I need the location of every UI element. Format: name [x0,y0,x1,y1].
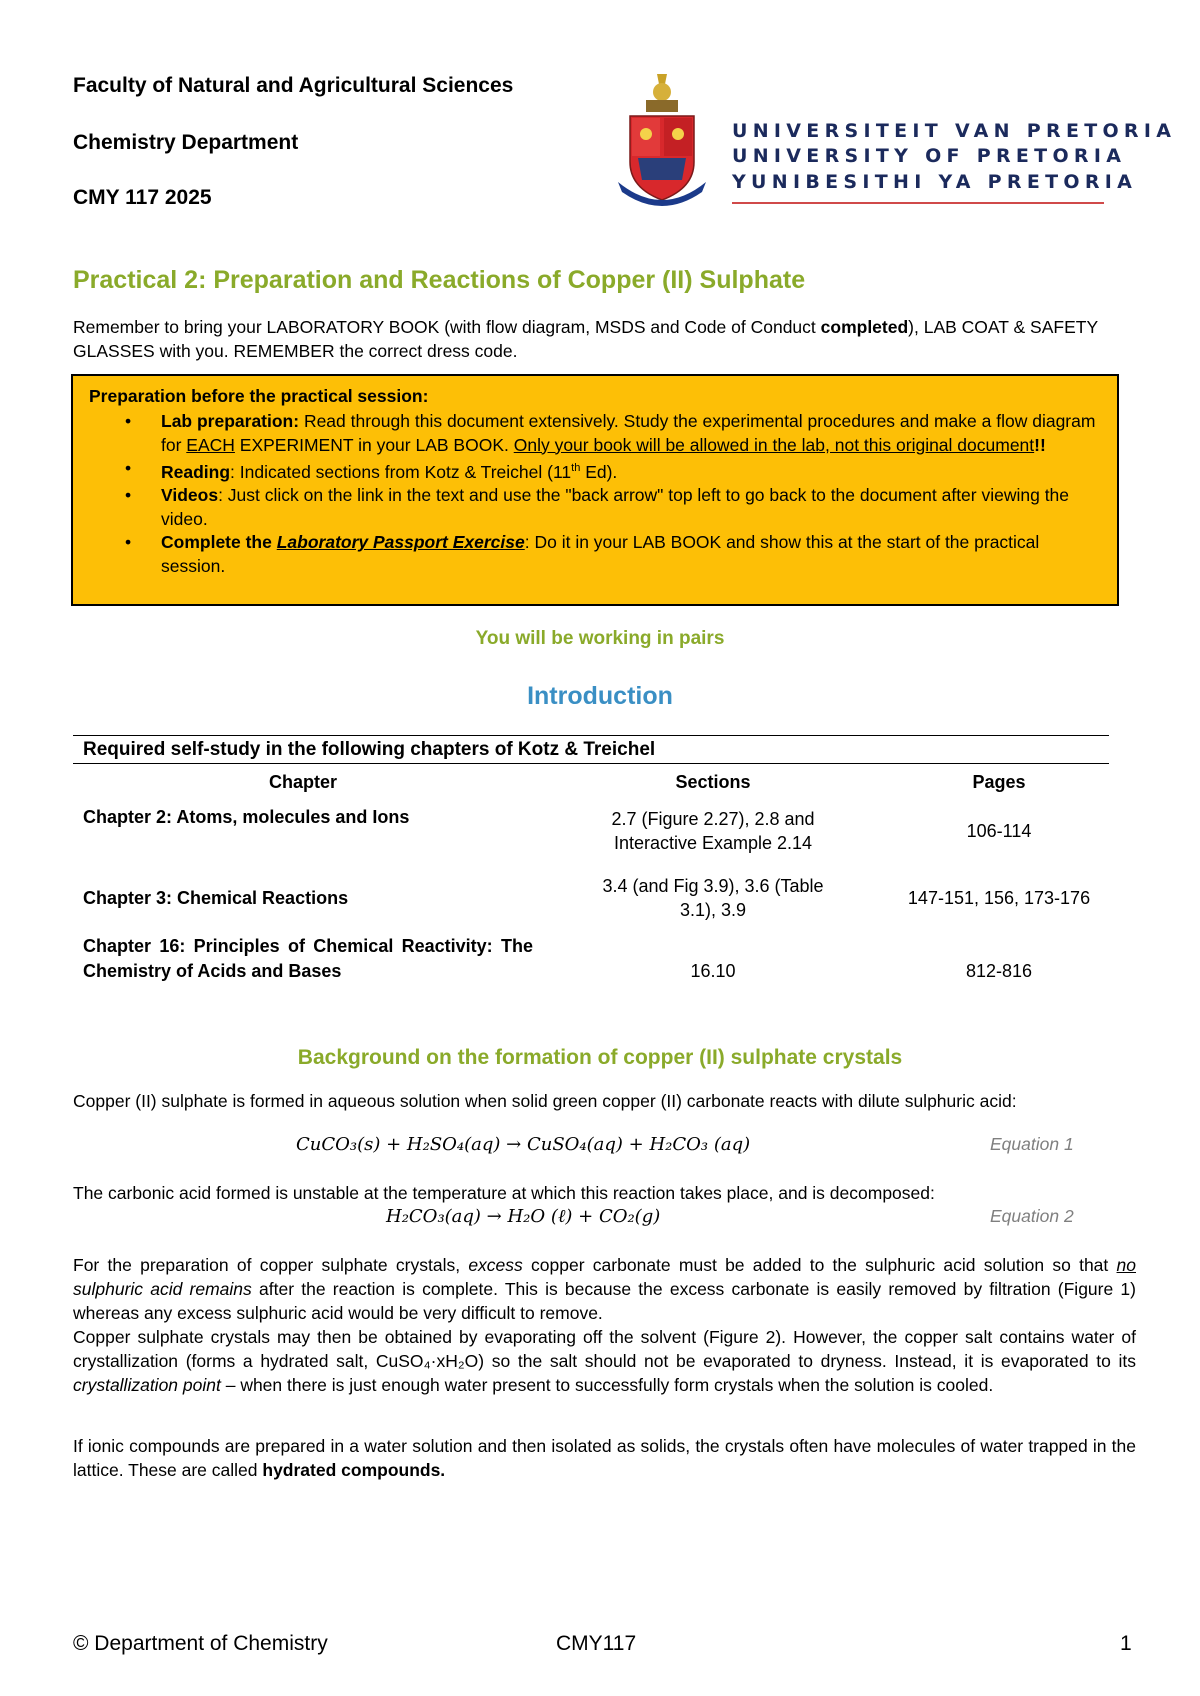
row-sections: 16.10 [690,961,736,981]
equation-2-label: Equation 2 [990,1206,1074,1226]
p5-hydrated: hydrated compounds. [262,1460,446,1480]
header-chapter: Chapter [268,772,337,792]
equation-2: H₂CO₃(aq) → H₂O (ℓ) + CO₂(g) [386,1206,661,1227]
p4-text-b: – when there is just enough water present to successfully form crystals when the solution is cooled. [220,1375,994,1395]
p3-no: no [1116,1255,1136,1275]
list-item [89,484,1099,531]
equation-1-label: Equation 1 [990,1134,1074,1154]
preparation-heading: Preparation before the practical session: [89,386,429,406]
p4-text-a: Copper sulphate crystals may then be obtained by evaporating off the solvent (Figure 2). However, the copper salt contains water of crystallization (forms a hydrated salt, CuSO₄·xH₂O) so the salt should not be evaporated to dryness. Instead, it is evaporated to its [73,1327,1136,1371]
exclamation: !! [1034,434,1046,455]
list-item [89,457,1099,484]
preparation-box [71,374,1119,606]
table-caption-rule [73,763,1109,764]
row-pages: 106-114 [966,821,1032,841]
table-top-rule [73,735,1109,736]
page-number: 1 [1120,1632,1132,1655]
videos-text: : Just click on the link in the text and use the "back arrow" top left to go back to the document after viewing the video. [161,485,1070,529]
preparation-list [89,410,1099,578]
logo-afrikaans: UNIVERSITEIT VAN PRETORIA [732,120,1177,142]
remember-text-c: ), LAB COAT & SAFETY GLASSES with you. REMEMBER the correct dress code. [73,317,1098,361]
page-title: Practical 2: Preparation and Reactions of Copper (II) Sulphate [73,266,806,294]
bullet-icon: • [125,485,132,506]
logo-rule [732,202,1104,204]
remember-completed: completed [820,317,909,337]
row-sections: 2.7 (Figure 2.27), 2.8 and Interactive Example 2.14 [611,809,815,853]
p3-excess: excess [468,1255,523,1275]
edition-sup: th [571,462,581,474]
crest-icon [612,70,712,210]
reading-text-2: Ed). [580,461,618,482]
row-sections: 3.4 (and Fig 3.9), 3.6 (Table 3.1), 3.9 [602,876,824,920]
p3-text-a: For the preparation of copper sulphate crystals, [73,1255,469,1275]
bullet-icon: • [125,458,132,478]
remember-note [73,315,1136,363]
row-pages: 147-151, 156, 173-176 [907,888,1091,908]
passport-text: : Do it in your LAB BOOK and show this at the start of the practical session. [161,532,1040,576]
lab-prep-text-2: EXPERIMENT in your LAB BOOK. [234,434,514,455]
table-caption: Required self-study in the following chapters of Kotz & Treichel [83,739,656,760]
bullet-icon: • [125,532,132,553]
lab-prep-text: Read through this document extensively. Study the experimental procedures and make a flow diagram for [161,411,1096,455]
p4-crystallization-point: crystallization point [73,1375,221,1395]
row-chapter: Chapter 3: Chemical Reactions [83,888,349,908]
bullet-icon: • [125,411,132,431]
background-paragraph-4 [73,1325,1136,1397]
row-pages: 812-816 [965,961,1033,981]
p5-text-a: If ionic compounds are prepared in a water solution and then isolated as solids, the crystals often have molecules of water trapped in the lattice. These are called [73,1436,1136,1480]
lab-prep-label: Lab preparation: [161,411,300,431]
remember-text-a: Remember to bring your LABORATORY BOOK (with flow diagram, MSDS and Code of Conduct [73,317,821,337]
reading-text: : Indicated sections from Kotz & Treichel (11 [230,461,572,482]
book-only-note: Only your book will be allowed in the lab, not this original document [513,434,1035,455]
videos-label: Videos [161,485,219,506]
course-code: CMY 117 2025 [73,186,212,209]
background-heading: Background on the formation of copper (II) sulphate crystals [297,1046,903,1069]
university-logo [612,70,1177,210]
p3-text-b: copper carbonate must be added to the sulphuric acid solution so that [522,1255,1117,1275]
list-item [89,531,1099,578]
list-item [89,410,1099,457]
footer-department: © Department of Chemistry [73,1632,328,1655]
passport-label: Complete the [161,532,277,553]
p3-remains: sulphuric acid remains [73,1279,252,1299]
row-chapter: Chapter 2: Atoms, molecules and Ions [83,807,410,827]
pairs-note: You will be working in pairs [475,628,725,649]
background-paragraph-3 [73,1253,1136,1325]
equation-1: CuCO₃(s) + H₂SO₄(aq) → CuSO₄(aq) + H₂CO₃ (aq) [296,1134,751,1155]
background-paragraph-2: The carbonic acid formed is unstable at the temperature at which this reaction takes place, and is decomposed: [73,1183,935,1203]
background-paragraph-5 [73,1434,1136,1482]
department-name: Chemistry Department [73,131,299,154]
passport-exercise-link[interactable]: Laboratory Passport Exercise [276,532,525,553]
reading-label: Reading [161,461,231,482]
p3-text-d: after the reaction is complete. This is because the excess carbonate is easily removed by filtration (Figure 1) whereas any excess sulphuric acid would be very difficult to remove. [73,1279,1136,1323]
header-sections: Sections [675,772,751,792]
logo-english: UNIVERSITY OF PRETORIA [732,145,1127,167]
row-chapter: Chapter 16: Principles of Chemical Reactivity: The Chemistry of Acids and Bases [83,936,533,981]
faculty-name: Faculty of Natural and Agricultural Sciences [73,74,514,97]
each-underline: EACH [186,434,235,455]
footer-course: CMY117 [556,1632,637,1655]
header-pages: Pages [972,772,1026,792]
background-paragraph-1: Copper (II) sulphate is formed in aqueous solution when solid green copper (II) carbonate reacts with dilute sulphuric acid: [73,1091,1017,1111]
logo-sepedi: YUNIBESITHI YA PRETORIA [732,171,1138,193]
introduction-heading: Introduction [527,682,673,710]
